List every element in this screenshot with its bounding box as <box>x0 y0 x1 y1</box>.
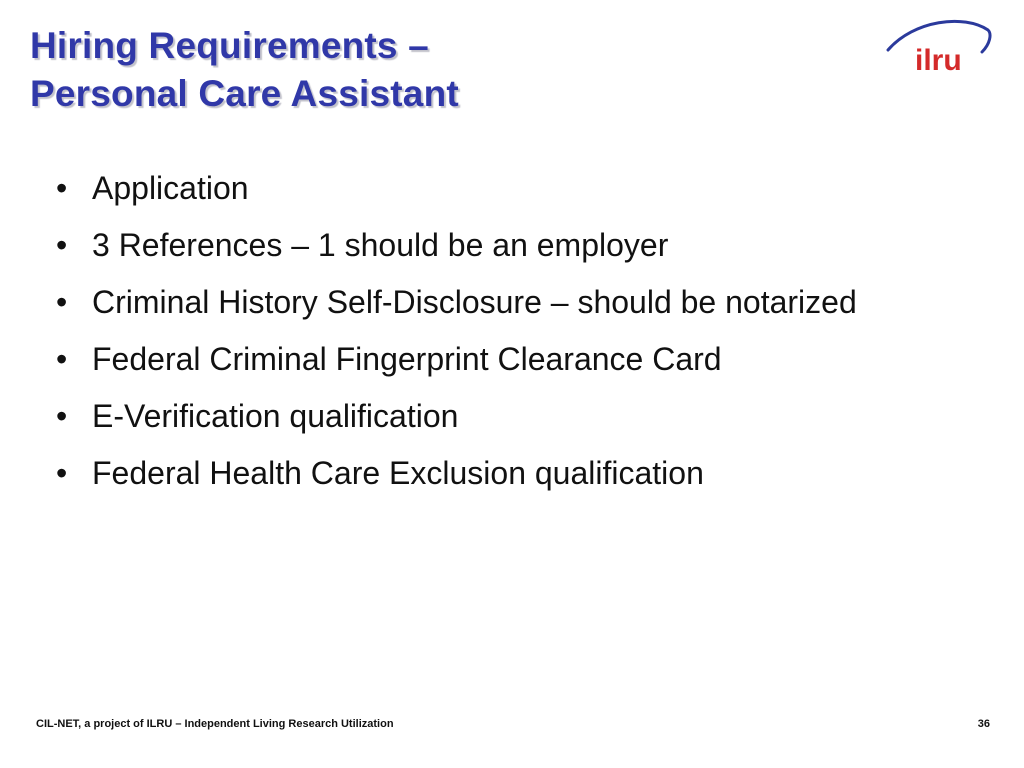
bullet-text: Application <box>92 170 249 206</box>
bullet-text: 3 References – 1 should be an employer <box>92 227 669 263</box>
logo-text: ilru <box>915 44 962 76</box>
bullet-item <box>56 223 916 267</box>
bullet-text: Criminal History Self-Disclosure – should be notarized <box>92 284 857 320</box>
slide-title-line-2: Personal Care Assistant <box>30 73 459 114</box>
bullet-item <box>56 451 916 495</box>
bullet-item <box>56 166 916 210</box>
bullet-item <box>56 280 916 324</box>
bullet-glyph: • <box>56 398 68 434</box>
bullet-item <box>56 394 916 438</box>
ilru-logo <box>884 14 994 76</box>
bullet-text: Federal Criminal Fingerprint Clearance Card <box>92 341 722 377</box>
bullet-list <box>56 166 916 508</box>
bullet-glyph: • <box>56 284 68 320</box>
bullet-glyph: • <box>56 341 68 377</box>
slide-title-line-1: Hiring Requirements – <box>30 25 429 66</box>
bullet-item <box>56 337 916 381</box>
page-number: 36 <box>977 718 990 730</box>
bullet-text: Federal Health Care Exclusion qualification <box>92 455 704 491</box>
bullet-text: E-Verification qualification <box>92 398 459 434</box>
bullet-glyph: • <box>56 455 68 491</box>
slide-title <box>30 22 459 118</box>
bullet-glyph: • <box>56 170 68 206</box>
footer-text: CIL-NET, a project of ILRU – Independent Living Research Utilization <box>36 718 394 730</box>
bullet-glyph: • <box>56 227 68 263</box>
